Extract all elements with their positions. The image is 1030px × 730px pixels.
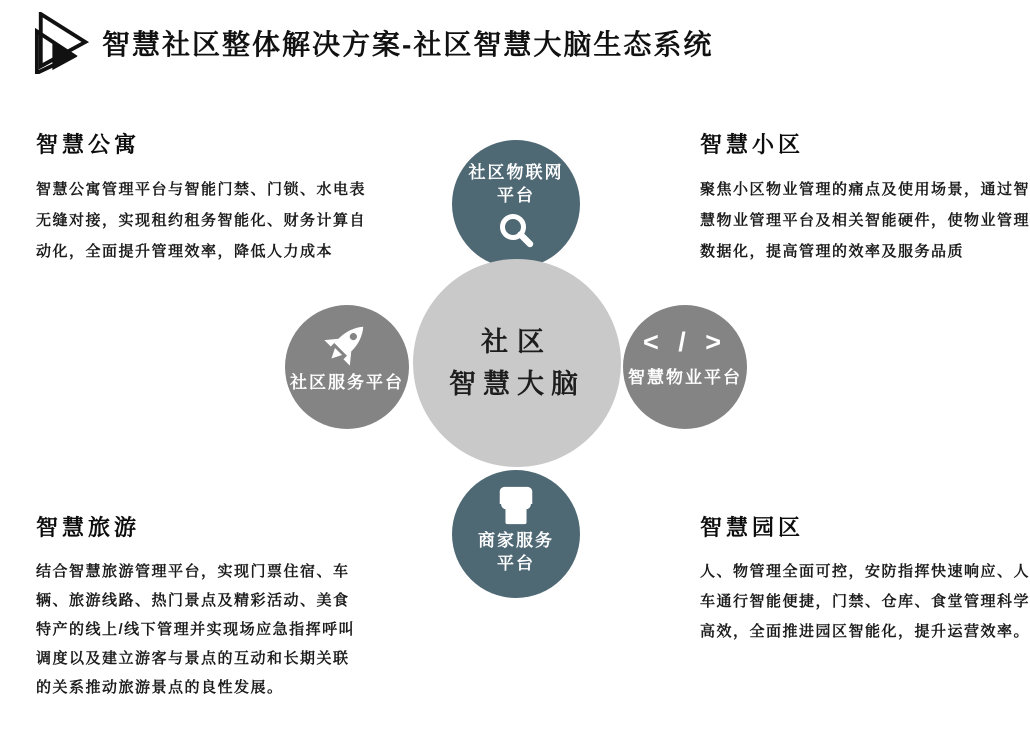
page-title: 智慧社区整体解决方案-社区智慧大脑生态系统 [102,29,714,60]
code-icon: < / > [642,327,728,357]
section-heading: 智慧公寓 [36,132,141,157]
node-label: 智慧物业平台 [628,368,742,387]
storefront-icon [493,483,539,527]
rocket-icon [321,317,373,369]
magnifier-icon [495,211,537,253]
triangles-logo-icon [34,12,92,74]
node-label: 社区服务平台 [290,373,404,392]
section-smart-park [700,511,1030,647]
section-heading: 智慧小区 [700,132,805,157]
center-label-line2: 智慧大脑 [449,369,585,399]
section-body: 人、物管理全面可控，安防指挥快速响应、人车通行智能便捷，门禁、仓库、食堂管理科学高效，全面推进园区智能化，提升运营效率。 [700,563,1030,640]
node-iot-platform [452,140,580,268]
node-property-platform [623,305,747,429]
section-heading: 智慧旅游 [36,515,141,540]
node-label: 社区物联网 平台 [468,163,564,205]
section-smart-tourism [36,511,362,702]
node-merchant-service-platform [452,470,580,598]
section-smart-residential [700,128,1030,267]
header [34,12,713,74]
section-smart-apartment [36,128,372,267]
section-body: 聚焦小区物业管理的痛点及使用场景，通过智慧物业管理平台及相关智能硬件，使物业管理数据化，提高管理的效率及服务品质 [700,181,1030,260]
center-label-line1: 社区 [481,327,553,357]
node-community-service-platform [285,305,409,429]
node-label: 商家服务 平台 [478,531,554,573]
center-brain-circle [413,259,621,467]
section-body: 智慧公寓管理平台与智能门禁、门锁、水电表无缝对接，实现租约租务智能化、财务计算自动化，全面提升管理效率，降低人力成本 [36,181,367,260]
section-body: 结合智慧旅游管理平台，实现门票住宿、车辆、旅游线路、热门景点及精彩活动、美食特产的线上/线下管理并实现场应急指挥呼叫调度以及建立游客与景点的互动和长期关联的关系推动旅游景点的良性发展。 [36,563,356,696]
section-heading: 智慧园区 [700,515,805,540]
